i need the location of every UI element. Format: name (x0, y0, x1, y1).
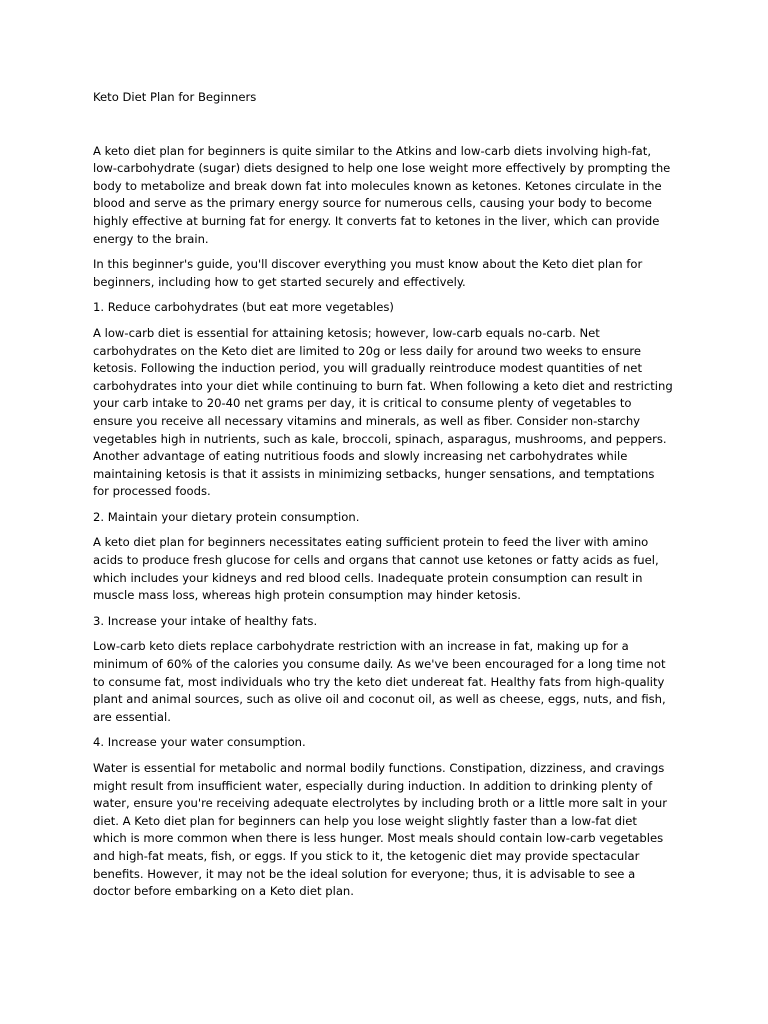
section-body-protein: A keto diet plan for beginners necessitates eating sufficient protein to feed the liver with amino acids to produce fresh glucose for cells and organs that cannot use ketones or fatty acids as fuel, which includes your kidneys and red blood cells. Inadequate protein consumption can result in muscle mass loss, whereas high protein consumption may hinder ketosis. (93, 535, 659, 603)
section-heading-carbs: 1. Reduce carbohydrates (but eat more vegetables) (93, 300, 394, 315)
section-body-fats: Low-carb keto diets replace carbohydrate restriction with an increase in fat, making up for a minimum of 60% of the calories you consume daily. As we've been encouraged for a long time not to consume fat, most individuals who try the keto diet undereat fat. Healthy fats from high-quality plant and animal sources, such as olive oil and coconut oil, as well as cheese, eggs, nuts, and fish, are essential. (93, 639, 666, 724)
intro-paragraph: A keto diet plan for beginners is quite similar to the Atkins and low-carb diets involving high-fat, low-carbohydrate (sugar) diets designed to help one lose weight more effectively by prompting the body to metabolize and break down fat into molecules known as ketones. Ketones circulate in the blood and serve as the primary energy source for numerous cells, causing your body to become highly effective at burning fat for energy. It converts fat to ketones in the liver, which can provide energy to the brain. (93, 143, 671, 246)
title-spacer (93, 107, 673, 143)
section-heading-fats: 3. Increase your intake of healthy fats. (93, 613, 318, 628)
section-heading-water: 4. Increase your water consumption. (93, 735, 306, 750)
guide-paragraph: In this beginner's guide, you'll discover everything you must know about the Keto diet plan for beginners, including how to get started securely and effectively. (93, 257, 643, 289)
document-content (93, 89, 673, 909)
section-body-carbs: A low-carb diet is essential for attaining ketosis; however, low-carb equals no-carb. Net carbohydrates on the Keto diet are limited to 20g or less daily for around two weeks to ensure ketosis. Following the induction period, you will gradually reintroduce modest quantities of net carbohydrates into your diet while continuing to burn fat. When following a keto diet and restricting your carb intake to 20-40 net grams per day, it is critical to consume plenty of vegetables to ensure you receive all necessary vitamins and minerals, as well as fiber. Consider non-starchy vegetables high in nutrients, such as kale, broccoli, spinach, asparagus, mushrooms, and peppers. Another advantage of eating nutritious foods and slowly increasing net carbohydrates while maintaining ketosis is that it assists in minimizing setbacks, hunger sensations, and temptations for processed foods. (93, 325, 673, 499)
document-title: Keto Diet Plan for Beginners (93, 90, 257, 104)
section-body-water: Water is essential for metabolic and normal bodily functions. Constipation, dizziness, and cravings might result from insufficient water, especially during induction. In addition to drinking plenty of water, ensure you're receiving adequate electrolytes by including broth or a little more salt in your diet. A Keto diet plan for beginners can help you lose weight slightly faster than a low-fat diet which is more common when there is less hunger. Most meals should contain low-carb vegetables and high-fat meats, fish, or eggs. If you stick to it, the ketogenic diet may provide spectacular benefits. However, it may not be the ideal solution for everyone; thus, it is advisable to see a doctor before embarking on a Keto diet plan. (93, 761, 668, 899)
section-heading-protein: 2. Maintain your dietary protein consumption. (93, 509, 360, 524)
